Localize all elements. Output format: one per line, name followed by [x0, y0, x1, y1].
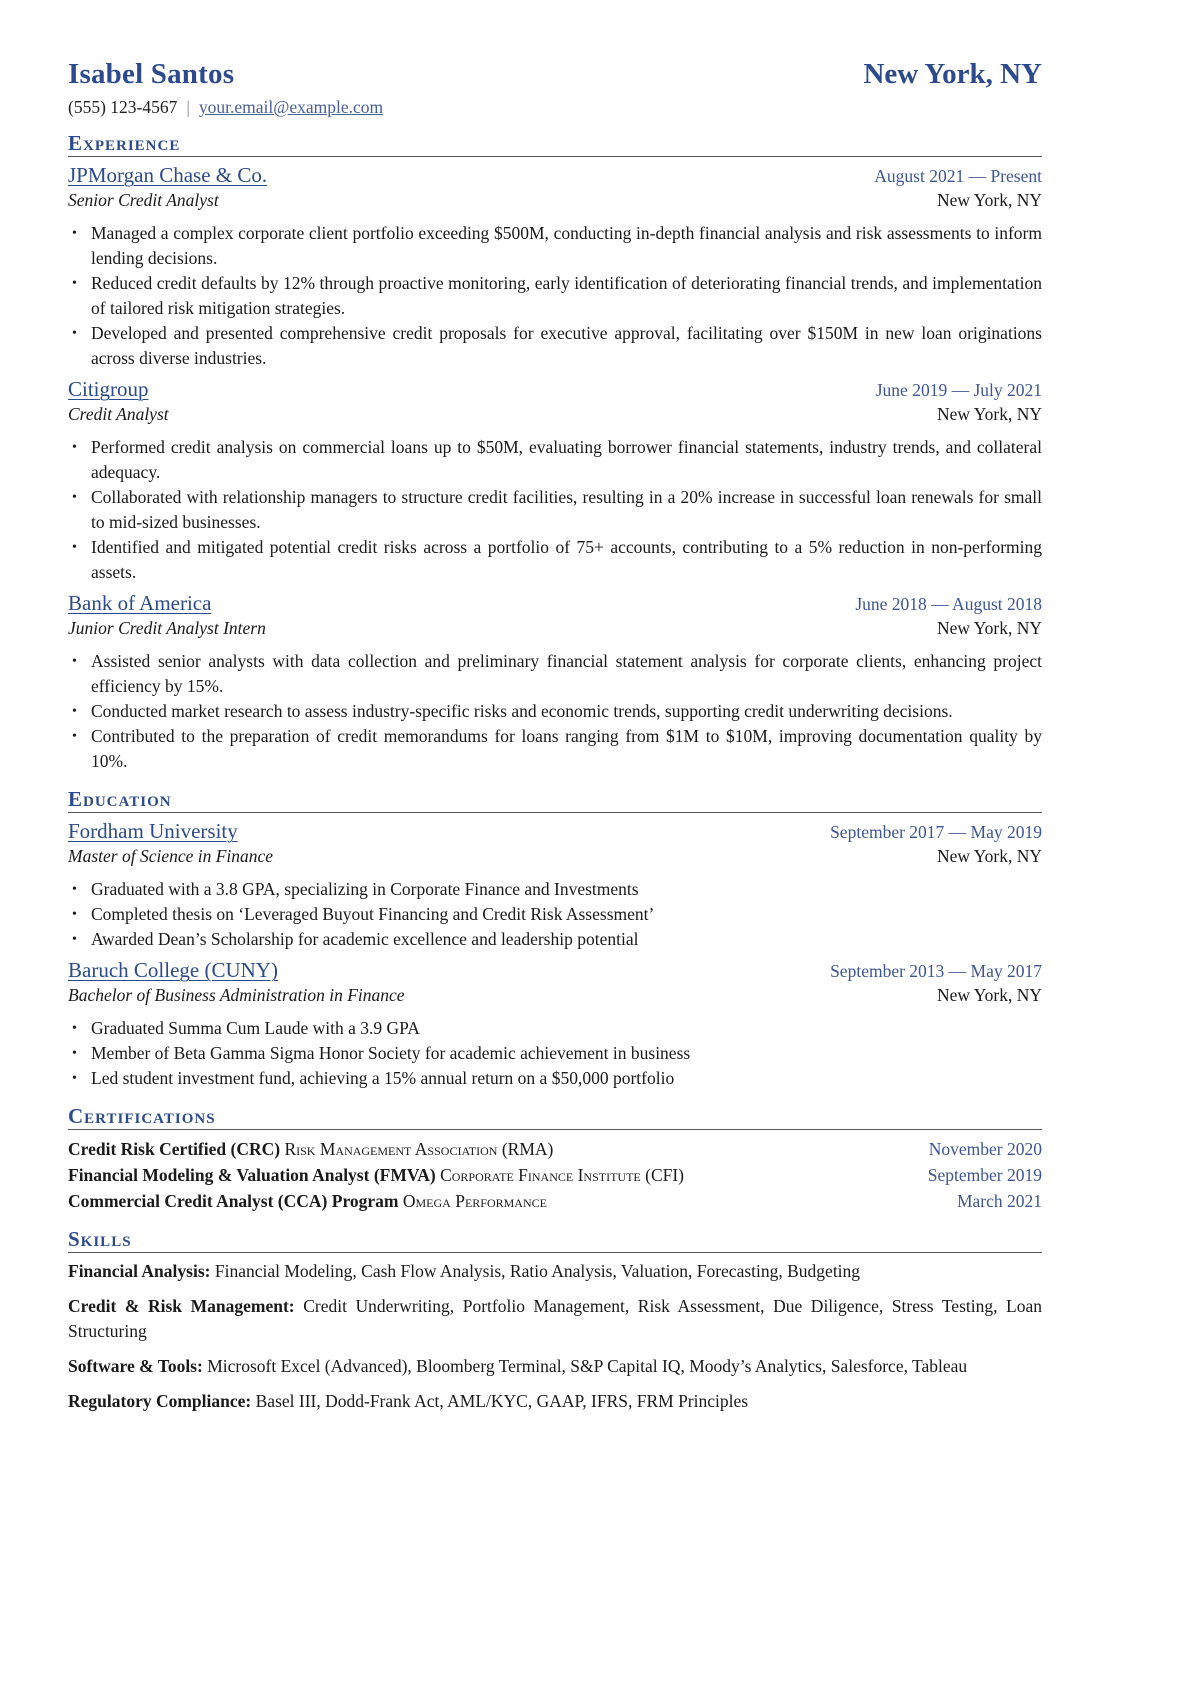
- bullet-item: • Completed thesis on ‘Leveraged Buyout Financing and Credit Risk Assessment’: [91, 902, 1042, 927]
- bullet-list: [68, 649, 1042, 774]
- certifications-section: [68, 1105, 1042, 1214]
- skill-group: [68, 1294, 1042, 1344]
- candidate-location: New York, NY: [863, 58, 1042, 90]
- certification-date: March 2021: [956, 1191, 1042, 1212]
- education-entry: [68, 819, 1042, 952]
- bullet-item: • Assisted senior analysts with data collection and preliminary financial statement analysis for corporate clients, enhancing project efficiency by 15%.: [91, 649, 1042, 699]
- bullet-list: [68, 877, 1042, 952]
- phone-number: (555) 123-4567: [68, 97, 178, 117]
- skill-items: Microsoft Excel (Advanced), Bloomberg Terminal, S&P Capital IQ, Moody’s Analytics, Salesforce, Tableau: [207, 1356, 968, 1377]
- company-link[interactable]: Citigroup: [68, 377, 149, 402]
- entry-location: New York, NY: [936, 190, 1042, 211]
- education-entry: [68, 958, 1042, 1091]
- skill-group: [68, 1389, 1042, 1414]
- skill-group: [68, 1354, 1042, 1379]
- company-link[interactable]: JPMorgan Chase & Co.: [68, 163, 268, 188]
- entry-location: New York, NY: [936, 618, 1042, 639]
- certification-date: November 2020: [928, 1139, 1042, 1160]
- section-title-education: Education: [68, 788, 1042, 813]
- bullet-item: • Conducted market research to assess industry-specific risks and economic trends, supporting credit underwriting decisions.: [91, 699, 1042, 724]
- certification-item: [68, 1188, 1042, 1214]
- bullet-item: • Led student investment fund, achieving a 15% annual return on a $50,000 portfolio: [91, 1066, 1042, 1091]
- certification-issuer: Corporate Finance Institute (CFI): [440, 1165, 684, 1186]
- bullet-item: • Managed a complex corporate client portfolio exceeding $500M, conducting in-depth financial analysis and risk assessments to inform lending decisions.: [91, 221, 1042, 271]
- bullet-list: [68, 1016, 1042, 1091]
- entry-dates: June 2018 — August 2018: [855, 594, 1042, 615]
- school-link[interactable]: Baruch College (CUNY): [68, 958, 278, 983]
- bullet-item: • Awarded Dean’s Scholarship for academic excellence and leadership potential: [91, 927, 1042, 952]
- skill-category: Regulatory Compliance:: [68, 1391, 252, 1412]
- bullet-item: • Contributed to the preparation of credit memorandums for loans ranging from $1M to $10M, improving documentation quality by 10%.: [91, 724, 1042, 774]
- section-title-experience: Experience: [68, 132, 1042, 157]
- resume-header: [68, 58, 1042, 91]
- certification-issuer: Omega Performance: [402, 1191, 547, 1212]
- education-section: [68, 788, 1042, 1091]
- skill-items: Credit Underwriting, Portfolio Management, Risk Assessment, Due Diligence, Stress Testing, Loan Structuring: [68, 1296, 1043, 1342]
- experience-entry: [68, 163, 1042, 371]
- email-link[interactable]: your.email@example.com: [198, 97, 384, 117]
- skill-category: Credit & Risk Management:: [68, 1296, 295, 1317]
- company-link[interactable]: Bank of America: [68, 591, 212, 616]
- skill-items: Financial Modeling, Cash Flow Analysis, Ratio Analysis, Valuation, Forecasting, Budgeting: [214, 1261, 861, 1282]
- bullet-list: [68, 435, 1042, 585]
- contact-separator: |: [186, 97, 190, 117]
- degree: Bachelor of Business Administration in Finance: [68, 985, 405, 1006]
- bullet-item: • Graduated Summa Cum Laude with a 3.9 GPA: [91, 1016, 1042, 1041]
- bullet-item: • Collaborated with relationship managers to structure credit facilities, resulting in a 20% increase in successful loan renewals for small to mid-sized businesses.: [91, 485, 1042, 535]
- entry-location: New York, NY: [936, 846, 1042, 867]
- certification-issuer: Risk Management Association (RMA): [284, 1139, 554, 1160]
- certification-name: Commercial Credit Analyst (CCA) Program: [68, 1191, 399, 1212]
- bullet-item: • Developed and presented comprehensive credit proposals for executive approval, facilitating over $150M in new loan originations across diverse industries.: [91, 321, 1042, 371]
- entry-dates: June 2019 — July 2021: [875, 380, 1042, 401]
- resume-page: [68, 58, 1042, 1424]
- candidate-name: Isabel Santos: [68, 58, 235, 90]
- entry-location: New York, NY: [936, 404, 1042, 425]
- job-title: Senior Credit Analyst: [68, 190, 219, 211]
- bullet-list: [68, 221, 1042, 371]
- bullet-item: • Reduced credit defaults by 12% through proactive monitoring, early identification of deteriorating financial trends, and implementation of tailored risk mitigation strategies.: [91, 271, 1042, 321]
- bullet-item: • Performed credit analysis on commercial loans up to $50M, evaluating borrower financial statements, industry trends, and collateral adequacy.: [91, 435, 1042, 485]
- certification-name: Credit Risk Certified (CRC): [68, 1139, 281, 1160]
- bullet-item: • Identified and mitigated potential credit risks across a portfolio of 75+ accounts, contributing to a 5% reduction in non-performing assets.: [91, 535, 1042, 585]
- entry-dates: September 2017 — May 2019: [830, 822, 1042, 843]
- job-title: Credit Analyst: [68, 404, 169, 425]
- skill-group: [68, 1259, 1042, 1284]
- certification-item: [68, 1162, 1042, 1188]
- certification-name: Financial Modeling & Valuation Analyst (FMVA): [68, 1165, 436, 1186]
- skill-category: Software & Tools:: [68, 1356, 203, 1377]
- entry-dates: August 2021 — Present: [874, 166, 1042, 187]
- bullet-item: • Graduated with a 3.8 GPA, specializing in Corporate Finance and Investments: [91, 877, 1042, 902]
- certification-list: [68, 1136, 1042, 1214]
- section-title-certifications: Certifications: [68, 1105, 1042, 1130]
- certification-date: September 2019: [927, 1165, 1042, 1186]
- skill-items: Basel III, Dodd-Frank Act, AML/KYC, GAAP, IFRS, FRM Principles: [255, 1391, 749, 1412]
- section-title-skills: Skills: [68, 1228, 1042, 1253]
- entry-dates: September 2013 — May 2017: [830, 961, 1042, 982]
- entry-location: New York, NY: [936, 985, 1042, 1006]
- degree: Master of Science in Finance: [68, 846, 274, 867]
- skill-category: Financial Analysis:: [68, 1261, 211, 1282]
- job-title: Junior Credit Analyst Intern: [68, 618, 266, 639]
- skills-section: [68, 1228, 1042, 1414]
- contact-line: [68, 97, 1042, 118]
- experience-entry: [68, 377, 1042, 585]
- experience-section: [68, 132, 1042, 774]
- school-link[interactable]: Fordham University: [68, 819, 238, 844]
- experience-entry: [68, 591, 1042, 774]
- certification-item: [68, 1136, 1042, 1162]
- bullet-item: • Member of Beta Gamma Sigma Honor Society for academic achievement in business: [91, 1041, 1042, 1066]
- skills-list: [68, 1259, 1042, 1414]
